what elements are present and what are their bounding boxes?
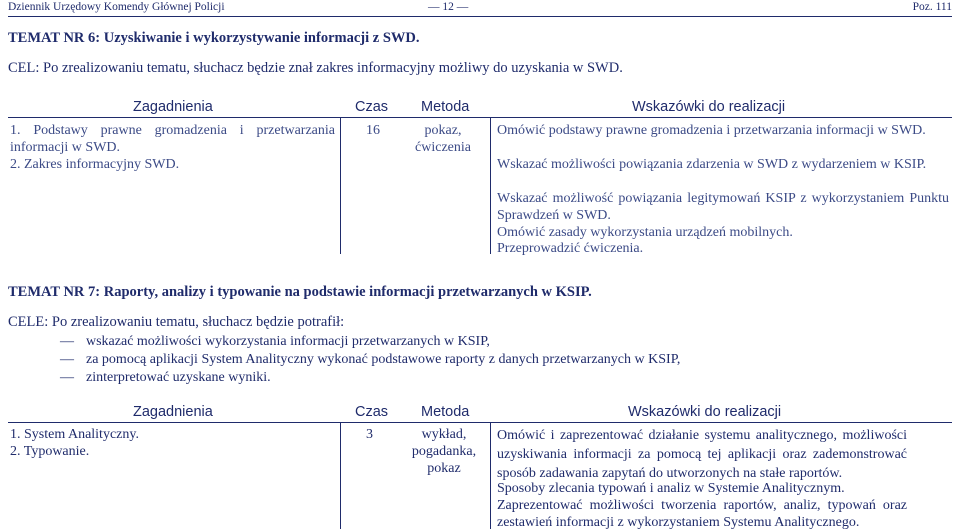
t7-header-zagadnienia: Zagadnienia — [133, 404, 213, 420]
t6-header-wskazowki: Wskazówki do realizacji — [632, 99, 786, 115]
t6-wskazowka-5: Przeprowadzić ćwiczenia. — [497, 241, 644, 256]
t7-metoda: wykład, pogadanka, pokaz — [411, 427, 477, 476]
topic7-goal-text: za pomocą aplikacji System Analityczny wykonać podstawowe raporty z danych przetwarzanych w KSIP, — [86, 352, 681, 367]
t6-wskazowka-2: Wskazać możliwości powiązania zdarzenia w SWD z wydarzeniem w KSIP. — [497, 157, 927, 172]
topic7-goal-text: wskazać możliwości wykorzystania informacji przetwarzanych w KSIP, — [86, 334, 490, 349]
t7-header-metoda: Metoda — [421, 404, 470, 420]
t6-wskazowka-4: Omówić zasady wykorzystania urządzeń mobilnych. — [497, 225, 793, 240]
topic7-title: TEMAT NR 7: Raporty, analizy i typowanie na podstawie informacji przetwarzanych w KSIP. — [8, 284, 592, 300]
t7-wskazowka-2: Sposoby zlecania typowań i analiz w Systemie Analitycznym. — [497, 481, 845, 496]
t6-wskazowka-3: Wskazać możliwość powiązania legitymowań KSIP z wykorzystaniem Punktu Sprawdzeń w SWD. — [497, 191, 949, 223]
t6-czas: 16 — [366, 123, 380, 138]
t7-divider-1 — [340, 423, 341, 529]
t6-header-zagadnienia: Zagadnienia — [133, 99, 213, 115]
t7-header-rule — [8, 422, 952, 423]
t6-divider-1 — [340, 118, 341, 254]
page-header — [8, 0, 952, 14]
topic6-goal: CEL: Po zrealizowaniu tematu, słuchacz będzie znał zakres informacyjny możliwy do uzyskania w SWD. — [8, 60, 623, 76]
t7-wskazowka-3: Zaprezentować możliwości tworzenia raportów, analiz, typowań oraz zestawień informacji z wykorzystaniem Systemu Analitycznego. — [497, 498, 907, 530]
t7-header-czas: Czas — [355, 404, 389, 420]
t6-wskazowka-1: Omówić podstawy prawne gromadzenia i przetwarzania informacji w SWD. — [497, 123, 926, 138]
t7-divider-2 — [490, 423, 491, 529]
topic7-goal-text: zinterpretować uzyskane wyniki. — [86, 370, 271, 385]
t6-header-metoda: Metoda — [421, 99, 470, 115]
t6-zagadnienie-1: 1. Podstawy prawne gromadzenia i przetwarzania informacji w SWD. — [10, 123, 335, 155]
t6-header-czas: Czas — [355, 99, 389, 115]
t7-header-wskazowki: Wskazówki do realizacji — [628, 404, 782, 420]
dash-bullet-icon: — — [60, 352, 74, 367]
t7-wskazowka-1: Omówić i zaprezentować działanie systemu analitycznego, możliwości uzyskiwania informacji za pomocą tej aplikacji oraz zademonstrować sposób zadawania zapytań do utworzonych na stałe raportów. — [497, 428, 907, 481]
topic6-title: TEMAT NR 6: Uzyskiwanie i wykorzystywanie informacji z SWD. — [8, 30, 420, 46]
t6-metoda: pokaz, ćwiczenia — [415, 123, 471, 155]
header-journal-title: Dziennik Urzędowy Komendy Głównej Policji — [8, 1, 225, 13]
t6-header-rule — [8, 117, 952, 118]
header-position: Poz. 111 — [912, 1, 952, 13]
header-page-number: — 12 — — [428, 1, 469, 13]
t6-divider-2 — [490, 118, 491, 254]
header-rule — [8, 16, 952, 17]
t7-zagadnienie-1: 1. System Analityczny. — [10, 427, 139, 442]
topic7-goals-intro: CELE: Po zrealizowaniu tematu, słuchacz będzie potrafił: — [8, 314, 345, 330]
dash-bullet-icon: — — [60, 370, 74, 385]
t7-zagadnienie-2: 2. Typowanie. — [10, 444, 90, 459]
t6-zagadnienie-2: 2. Zakres informacyjny SWD. — [10, 157, 180, 172]
t7-czas: 3 — [366, 427, 373, 442]
dash-bullet-icon: — — [60, 334, 74, 349]
